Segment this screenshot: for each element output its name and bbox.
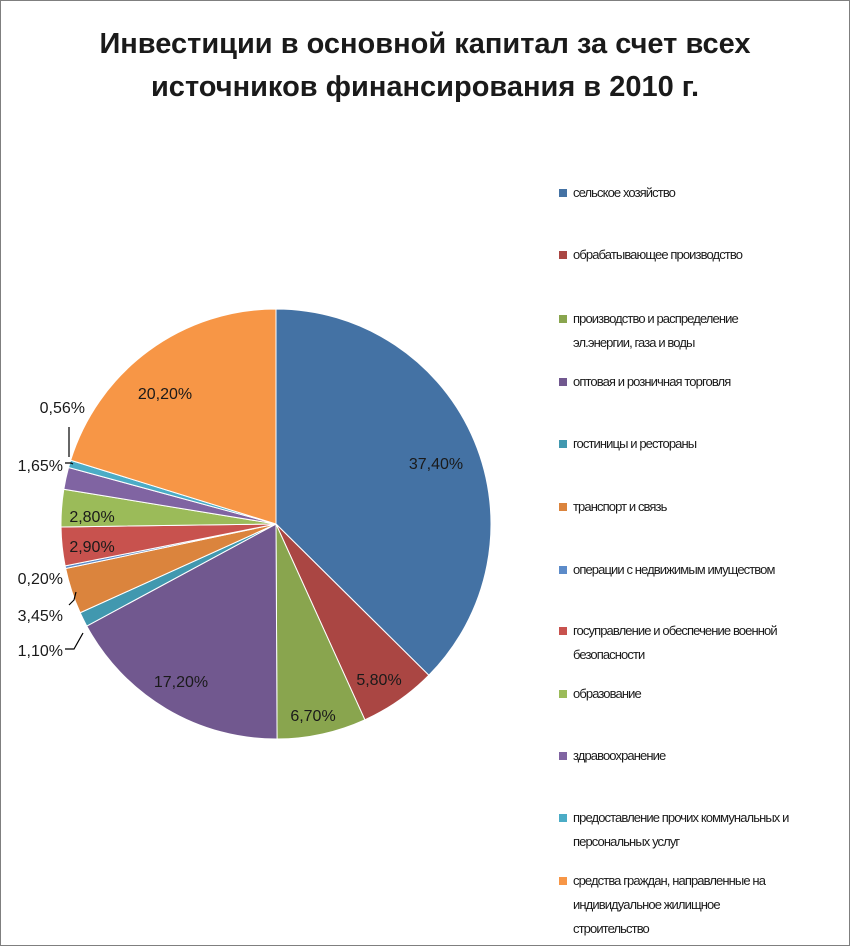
legend-label: средства граждан, направленные на — [573, 873, 766, 888]
legend-swatch — [559, 189, 567, 197]
legend-item — [559, 307, 844, 355]
legend-label: операции с недвижимым имуществом — [573, 562, 775, 577]
data-label: 0,56% — [39, 400, 85, 418]
legend-swatch — [559, 690, 567, 698]
data-label: 3,45% — [17, 608, 63, 626]
leader-line — [65, 633, 83, 649]
data-label: 2,90% — [69, 539, 115, 557]
data-label: 2,80% — [69, 509, 115, 527]
data-label: 0,20% — [17, 571, 63, 589]
data-label: 1,65% — [17, 458, 63, 476]
legend-label: транспорт и связь — [573, 499, 667, 514]
data-label: 6,70% — [290, 708, 336, 726]
data-label: 17,20% — [153, 674, 209, 692]
chart-title-line-2: источников финансирования в 2010 г. — [150, 71, 699, 103]
legend-label: здравоохранение — [573, 748, 666, 763]
legend-label: сельское хозяйство — [573, 185, 676, 200]
data-label: 20,20% — [137, 386, 193, 404]
legend-item — [559, 243, 844, 267]
legend-label: предоставление прочих коммунальных и — [573, 810, 789, 825]
legend-swatch — [559, 877, 567, 885]
legend-swatch — [559, 378, 567, 386]
legend-label: эл.энергии, газа и воды — [573, 335, 695, 350]
legend-item — [559, 619, 844, 667]
legend-label: производство и распределение — [573, 311, 738, 326]
legend-item — [559, 370, 844, 394]
legend-label: оптовая и розничная торговля — [573, 374, 731, 389]
legend-item — [559, 432, 844, 456]
legend-label: гостиницы и рестораны — [573, 436, 697, 451]
legend-swatch — [559, 627, 567, 635]
pie-chart — [1, 1, 849, 945]
data-label: 37,40% — [408, 456, 464, 474]
legend-swatch — [559, 752, 567, 760]
data-label: 5,80% — [356, 672, 402, 690]
legend-swatch — [559, 251, 567, 259]
legend-label: индивидуальное жилищное — [573, 897, 720, 912]
chart-title-line-1: Инвестиции в основной капитал за счет всех — [99, 28, 751, 60]
legend-item — [559, 806, 844, 854]
data-label: 1,10% — [17, 643, 63, 661]
legend-label: госуправление и обеспечение военной — [573, 623, 777, 638]
legend-swatch — [559, 315, 567, 323]
legend-swatch — [559, 814, 567, 822]
legend-swatch — [559, 566, 567, 574]
legend-item — [559, 744, 844, 768]
legend-item — [559, 181, 844, 205]
legend-item — [559, 558, 844, 582]
legend-label: персональных услуг — [573, 834, 680, 849]
legend-label: безопасности — [573, 647, 645, 662]
legend-item — [559, 495, 844, 519]
leader-line — [65, 463, 73, 464]
legend-swatch — [559, 503, 567, 511]
legend-item — [559, 869, 844, 941]
legend-item — [559, 682, 844, 706]
legend-swatch — [559, 440, 567, 448]
legend-label: обрабатывающее производство — [573, 247, 743, 262]
legend-label: образование — [573, 686, 641, 701]
legend-label: строительство — [573, 921, 649, 936]
